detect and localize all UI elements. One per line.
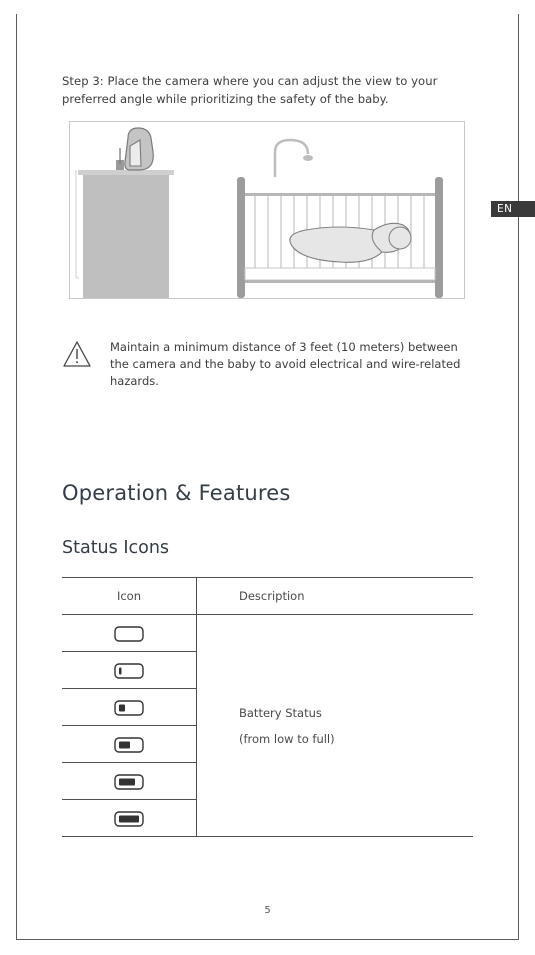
status-icons-table (62, 577, 473, 837)
nursery-scene-icon (70, 122, 464, 298)
section-title: Operation & Features (62, 481, 291, 505)
battery-level-4-icon (114, 774, 144, 790)
camera-icon (116, 128, 153, 170)
page-number: 5 (264, 905, 271, 916)
battery-full-icon (114, 811, 144, 827)
warning-triangle-icon (62, 339, 92, 369)
battery-level-1-icon (114, 663, 144, 679)
dresser-top (78, 170, 174, 175)
crib-mobile-icon (275, 140, 313, 177)
header-description: Description (197, 578, 474, 615)
description-line: (from low to full) (239, 731, 335, 746)
step-3-instruction: Step 3: Place the camera where you can adjust the view to your preferred angle while prioritizing the safety of the baby. (62, 73, 438, 106)
status-icons-heading: Status Icons (62, 538, 170, 558)
table-row (62, 615, 473, 652)
table-header-row (62, 578, 473, 615)
camera-placement-illustration (69, 121, 465, 299)
warning-text: Maintain a minimum distance of 3 feet (10 meters) between the camera and the baby to avoid electrical and wire-related hazards. (110, 339, 461, 388)
dresser-body (83, 175, 169, 298)
baby-icon (290, 223, 411, 262)
language-tab: EN (491, 201, 535, 217)
battery-level-2-icon (114, 700, 144, 716)
description-line: Battery Status (239, 705, 322, 720)
header-icon: Icon (62, 578, 197, 615)
battery-level-3-icon (114, 737, 144, 753)
battery-empty-icon (114, 626, 144, 642)
battery-status-description (197, 615, 474, 837)
